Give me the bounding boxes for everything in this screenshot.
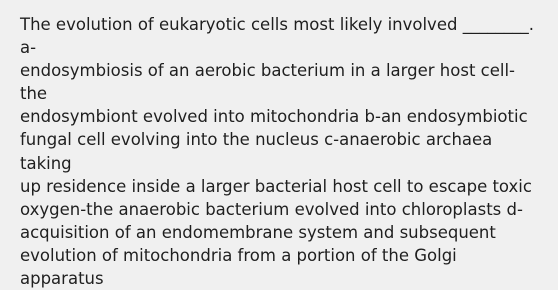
question-text: The evolution of eukaryotic cells most likely involved ________. a- endosymbiosis of an aerobic bacterium in a larger host cell-the endosymbiont evolved into mitochondria b-an endosymbiotic fungal cell evolving into the nucleus c-anaerobic archaea taking up residence inside a larger bacterial host cell to escape toxic oxygen-the anaerobic bacterium evolved into chloroplasts d- acquisition of an endomembrane system and subsequent evolution of mitochondria from a portion of the Golgi apparatus bbox=[20, 15, 534, 289]
